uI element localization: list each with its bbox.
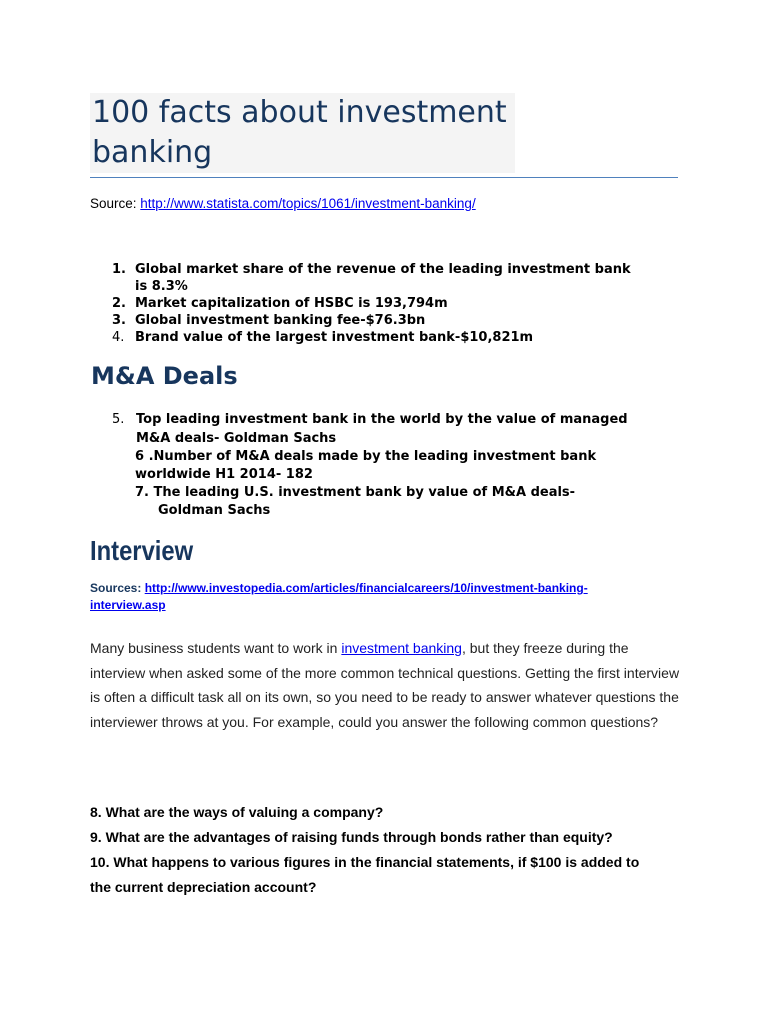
source-link[interactable]: http://www.statista.com/topics/1061/investment-banking/ (140, 196, 476, 211)
ma-item-6-line-1: 6 .Number of M&A deals made by the leading investment bank (135, 449, 597, 464)
list-item-text: Global market share of the revenue of the leading investment bank (135, 262, 631, 277)
list-item-text: Global investment banking fee-$76.3bn (135, 313, 426, 328)
list-item-text: Brand value of the largest investment bank-$10,821m (135, 330, 534, 345)
sources-line (90, 580, 650, 614)
list-item-text-continued: M&A deals- Goldman Sachs (136, 431, 337, 446)
investment-banking-link[interactable]: investment banking (341, 640, 462, 656)
list-item-number: 3. (112, 313, 126, 328)
source-line (90, 196, 476, 211)
section-heading-ma-deals: M&A Deals (91, 362, 238, 390)
question-8: 8. What are the ways of valuing a company? (90, 804, 384, 820)
list-item-number: 1. (112, 262, 126, 277)
question-10: 10. What happens to various figures in the financial statements, if $100 is added to (90, 854, 640, 870)
title-block (90, 93, 678, 173)
question-10-continued: the current depreciation account? (90, 879, 317, 895)
list-item (0, 329, 700, 346)
list-item-text: Top leading investment bank in the world by the value of managed (136, 412, 628, 427)
list-item (0, 261, 700, 295)
paragraph-text-start: Many business students want to work in (90, 640, 342, 656)
question-9: 9. What are the advantages of raising funds through bonds rather than equity? (90, 829, 613, 845)
list-item-number: 5. (112, 412, 125, 427)
interview-paragraph (90, 636, 680, 734)
title-divider (90, 177, 678, 178)
list-item-number: 4. (112, 330, 125, 345)
list-item-number: 2. (112, 296, 126, 311)
sources-label: Sources: (90, 581, 145, 595)
ma-item-7-line-2: Goldman Sachs (158, 503, 271, 518)
sources-link-line-2: interview.asp (90, 598, 166, 612)
questions-list (90, 800, 690, 900)
section-heading-interview: Interview (90, 535, 194, 566)
title-line-2: banking (92, 135, 213, 170)
list-item-text-continued: is 8.3% (135, 279, 188, 294)
ma-item-6-line-2: worldwide H1 2014- 182 (135, 467, 313, 482)
source-label: Source: (90, 196, 141, 211)
sources-link-line-1: http://www.investopedia.com/articles/financialcareers/10/investment-banking- (144, 581, 588, 595)
ma-item-7-line-1: 7. The leading U.S. investment bank by value of M&A deals- (135, 485, 576, 500)
list-item (0, 295, 700, 312)
paragraph-text-rest: , but they freeze during the interview when asked some of the more common technical questions. Getting the first interview is often a difficult task all on its own, so you need to be ready to answer whatever questions the interviewer throws at you. For example, could you answer the following common questions? (90, 640, 680, 730)
list-item (0, 312, 700, 329)
title-line-1: 100 facts about investment (92, 95, 507, 130)
facts-list (0, 261, 700, 346)
sources-link[interactable] (90, 581, 588, 612)
list-item-text: Market capitalization of HSBC is 193,794m (135, 296, 448, 311)
page-title (90, 93, 515, 173)
